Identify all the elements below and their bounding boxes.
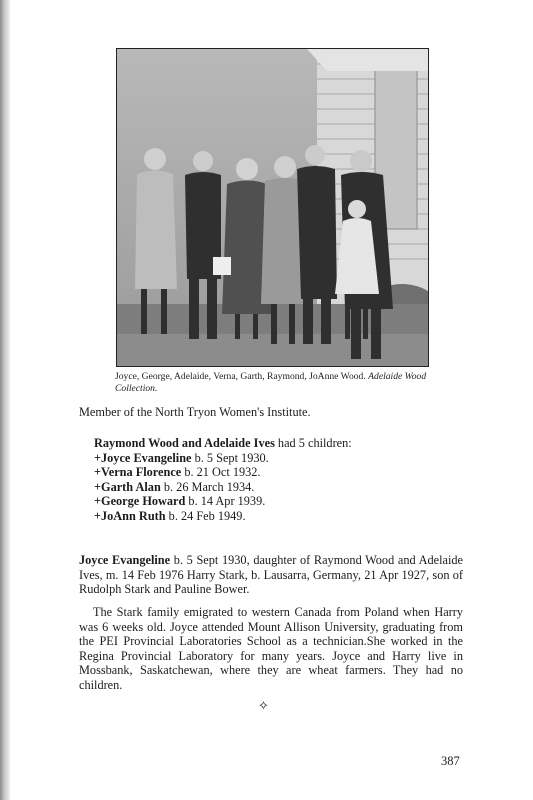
family-photo xyxy=(116,48,429,367)
bio-name: Joyce Evangeline xyxy=(79,553,171,567)
child-name: +George Howard xyxy=(94,494,186,509)
child-name: +Joyce Evangeline xyxy=(94,450,192,465)
child-entry xyxy=(94,494,464,509)
page-gutter-shadow xyxy=(0,0,10,800)
child-name: +Verna Florence xyxy=(94,465,182,480)
page-number: 387 xyxy=(441,754,460,768)
children-list xyxy=(94,436,464,524)
figure-caption xyxy=(115,371,433,395)
child-birth: b. 21 Oct 1932. xyxy=(181,465,261,480)
children-intro-rest: had 5 children: xyxy=(274,436,352,450)
caption-names: Joyce, George, Adelaide, Verna, Garth, Raymond, JoAnne Wood. xyxy=(115,371,369,382)
caption-credit: Adelaide Wood Collection. xyxy=(115,371,427,394)
children-intro xyxy=(94,436,464,451)
child-name: +Garth Alan xyxy=(94,479,161,494)
child-entry xyxy=(94,465,464,480)
bio-paragraph-1 xyxy=(79,553,463,597)
bio-paragraph-2: The Stark family emigrated to western Canada from Poland when Harry was 6 weeks old. Joyce attended Mount Allison University, graduating from the PEI Provincial Laboratories School as a technician.She worked in the Regina Provincial Laboratory for many years. Joyce and Harry live in Mossbank, Saskatchewan, where they are wheat farmers. They had no children. xyxy=(79,605,463,692)
child-entry xyxy=(94,509,464,524)
parents-names: Raymond Wood and Adelaide Ives xyxy=(94,436,275,450)
section-ornament-icon: ✧ xyxy=(258,698,269,713)
child-entry xyxy=(94,451,464,466)
child-birth: b. 24 Feb 1949. xyxy=(165,508,246,523)
child-entry xyxy=(94,480,464,495)
child-birth: b. 14 Apr 1939. xyxy=(185,494,266,509)
child-birth: b. 5 Sept 1930. xyxy=(191,450,269,465)
child-name: +JoAnn Ruth xyxy=(94,508,166,523)
bio-details: b. 5 Sept 1930, daughter of Raymond Wood and Adelaide Ives, m. 14 Feb 1976 Harry Stark, b. Lausarra, Germany, 21 Apr 1927, son of Rudolph Stark and Pauline Bower. xyxy=(79,553,464,597)
child-birth: b. 26 March 1934. xyxy=(160,479,255,494)
member-line: Member of the North Tryon Women's Institute. xyxy=(79,405,311,419)
